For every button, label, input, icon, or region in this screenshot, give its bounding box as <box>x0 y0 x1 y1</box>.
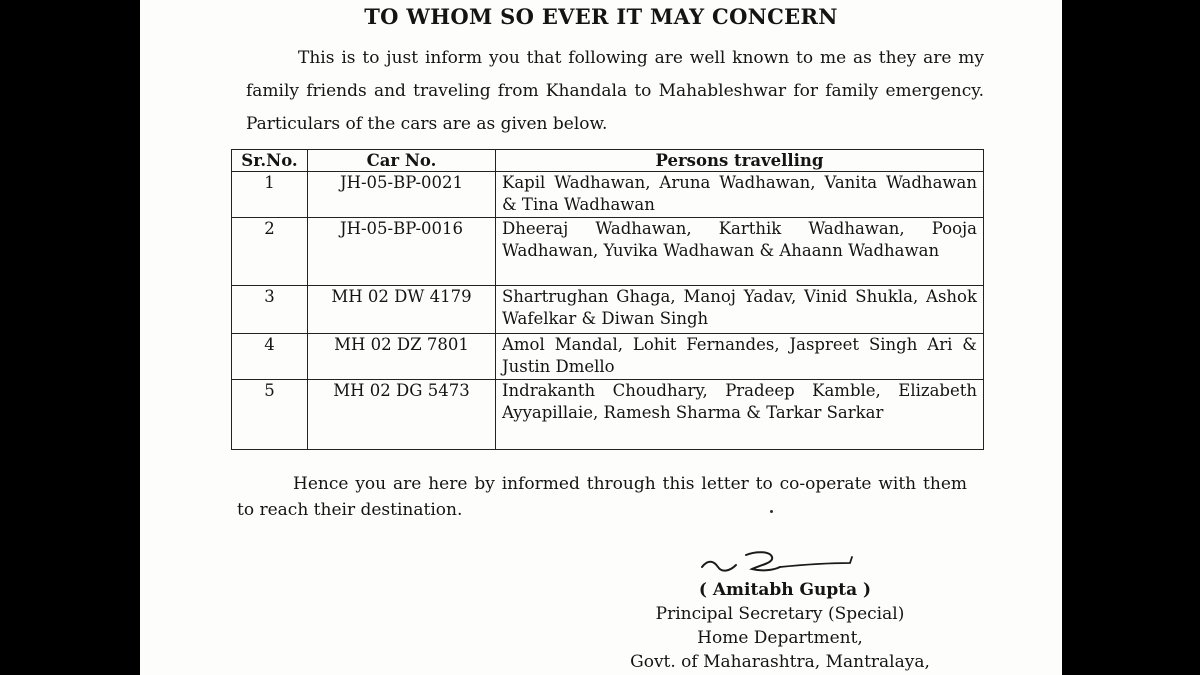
table-row <box>232 172 984 218</box>
header-car-no: Car No. <box>308 150 496 172</box>
row-car-no: JH-05-BP-0016 <box>308 218 496 286</box>
row-sr-no: 3 <box>232 286 308 334</box>
row-sr-no: 1 <box>232 172 308 218</box>
row-car-no: JH-05-BP-0021 <box>308 172 496 218</box>
intro-text: This is to just inform you that following are well known to me as they are my family friends and traveling from Khandala to Mahableshwar for family emergency. Particulars of the cars are as given below. <box>246 48 984 134</box>
row-persons: Dheeraj Wadhawan, Karthik Wadhawan, Pooja Wadhawan, Yuvika Wadhawan & Ahaann Wadhawan <box>496 218 984 286</box>
cars-table <box>231 149 984 450</box>
signatory-block <box>590 578 970 674</box>
ink-speck <box>770 510 773 513</box>
letter-heading: TO WHOM SO EVER IT MAY CONCERN <box>364 4 838 29</box>
signatory-department: Home Department, <box>697 628 863 648</box>
row-persons: Shartrughan Ghaga, Manoj Yadav, Vinid Shukla, Ashok Wafelkar & Diwan Singh <box>496 286 984 334</box>
header-sr-no: Sr.No. <box>232 150 308 172</box>
table-header-row <box>232 150 984 172</box>
row-sr-no: 4 <box>232 334 308 380</box>
intro-paragraph <box>246 42 984 141</box>
row-sr-no: 2 <box>232 218 308 286</box>
table-row <box>232 334 984 380</box>
row-car-no: MH 02 DG 5473 <box>308 380 496 450</box>
signatory-name: ( Amitabh Gupta ) <box>698 580 872 600</box>
table-row <box>232 286 984 334</box>
closing-paragraph <box>237 471 967 523</box>
signatory-title: Principal Secretary (Special) <box>655 604 905 624</box>
letter-page <box>140 0 1062 675</box>
row-persons: Indrakanth Choudhary, Pradeep Kamble, Elizabeth Ayyapillaie, Ramesh Sharma & Tarkar Sarkar <box>496 380 984 450</box>
header-persons: Persons travelling <box>496 150 984 172</box>
closing-text: Hence you are here by informed through this letter to co-operate with them to reach their destination. <box>237 474 967 520</box>
table-row <box>232 218 984 286</box>
signatory-office: Govt. of Maharashtra, Mantralaya, <box>630 652 930 672</box>
table-row <box>232 380 984 450</box>
row-persons: Amol Mandal, Lohit Fernandes, Jaspreet Singh Ari & Justin Dmello <box>496 334 984 380</box>
row-car-no: MH 02 DZ 7801 <box>308 334 496 380</box>
row-persons: Kapil Wadhawan, Aruna Wadhawan, Vanita Wadhawan & Tina Wadhawan <box>496 172 984 218</box>
row-sr-no: 5 <box>232 380 308 450</box>
row-car-no: MH 02 DW 4179 <box>308 286 496 334</box>
